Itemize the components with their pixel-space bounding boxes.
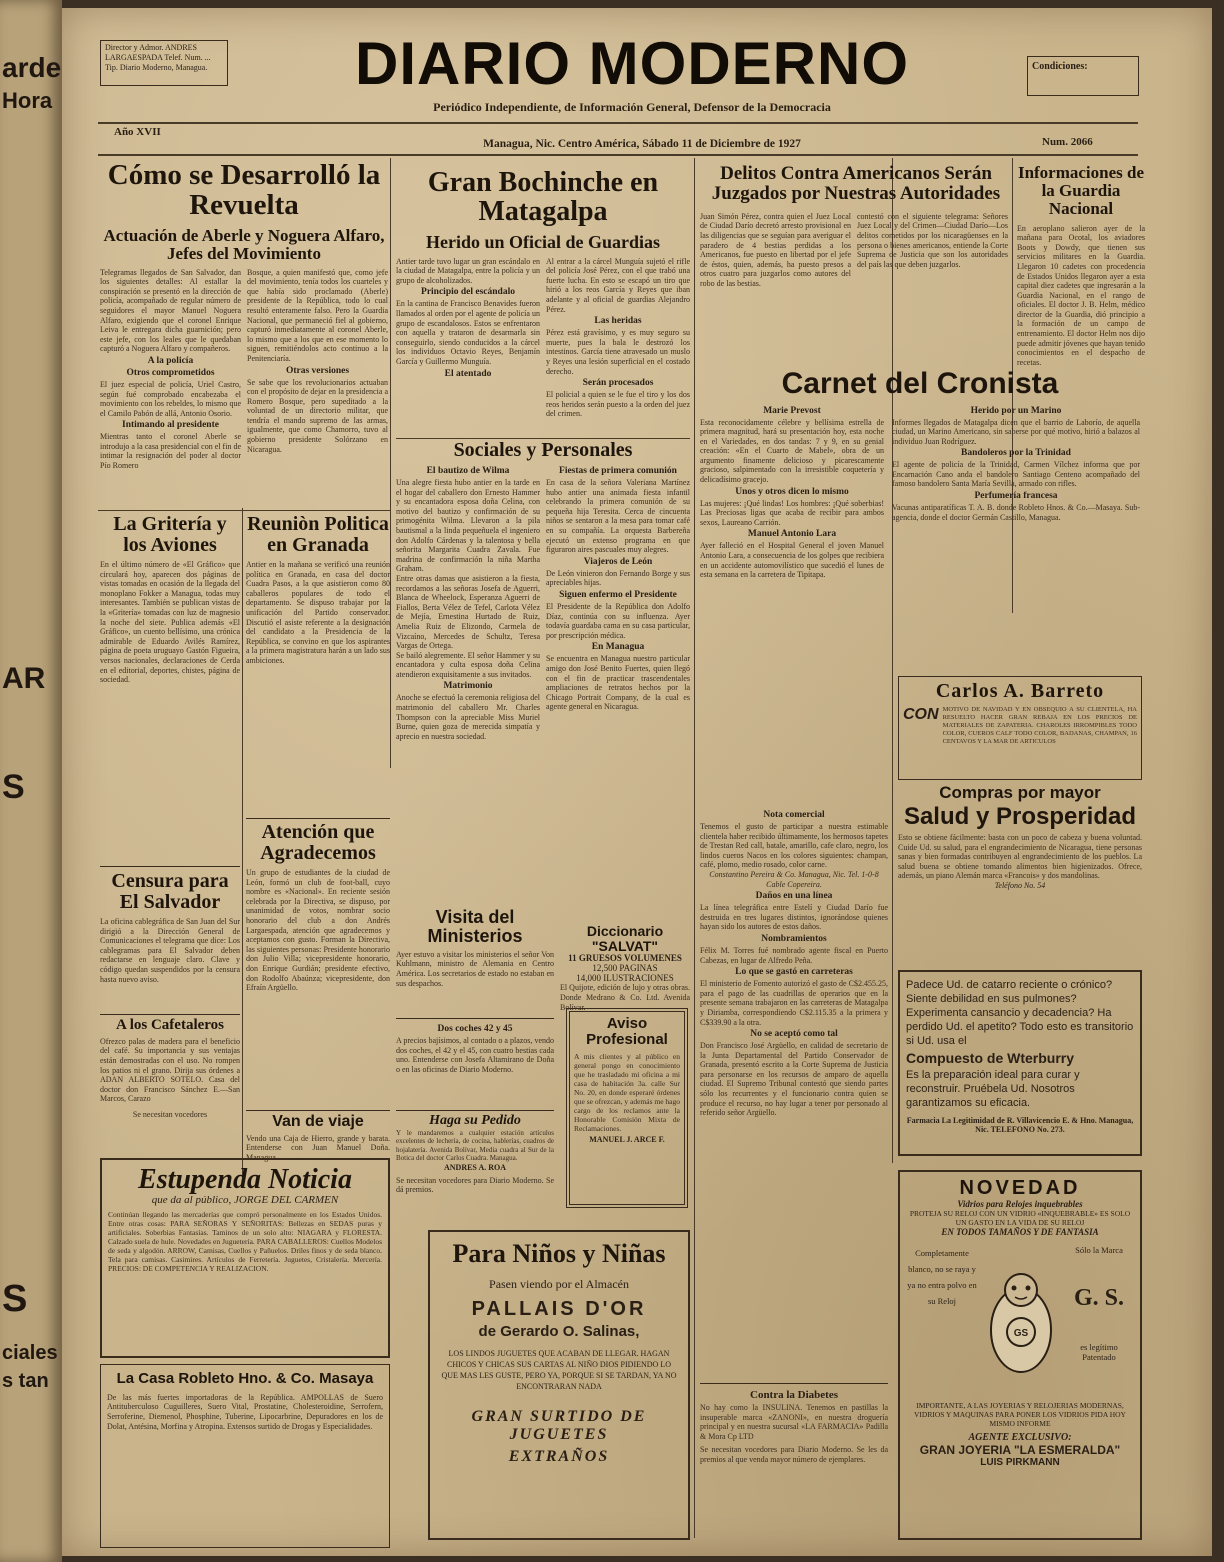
ad-line: PROTEJA SU RELOJ CON UN VIDRIO «INQUEBRABLE» ES SOLO UN GASTO EN LA VIDA DE SU RELOJ <box>909 1209 1131 1227</box>
ad-title: Dos coches 42 y 45 <box>437 1024 513 1034</box>
article-headline: A los Cafetaleros <box>115 1017 225 1033</box>
conditions-box <box>1027 56 1139 96</box>
article-text: Juan Simón Pérez, contra quien el Juez Local de Ciudad Darío decretó arresto provisional en las diligencias que se seguían para averiguar el paradero de 4 bestias perdidas a los Americanos, fue puesto en libertad por el jefe de éstos, quien, además, ha puesto presos a otros cuatro para juzgarlos como autores del robo de las bestias. <box>700 211 851 289</box>
ad-line: EN TODOS TAMAÑOS Y DE FANTASIA <box>941 1227 1099 1237</box>
adjacent-word: Hora <box>2 88 53 113</box>
article-subhead: Otros comprometidos <box>126 367 215 378</box>
article-text: Bosque, a quien manifestó que, como jefe del movimiento, tenía todos los cuarteles y que había sido proclamado (Aberle) presidente de la República, todo lo cual resultó enteramente falso. Pero la Guardia Nacional, que permaneció fiel al gobierno, capturó inmediatamente al coronel Aberle, lo mismo que a los que en ese momento lo siguen, remitiéndolos acto continuo a la Penitenciaría. <box>247 267 388 363</box>
article-subhead: Intimando al presidente <box>122 420 219 431</box>
article-text: Las mujeres: ¡Qué lindas! Los hombres: ¡Qué soberbias! Las Preciosas ligas que acaba de recibir para ambos sexos, Laureano Carrión. <box>700 498 884 527</box>
article-text: Pérez está gravísimo, y es muy seguro su muerte, pues la bala le destrozó los intestinos. García tiene atravesado un muslo y Reyes una lesión superficial en el costado derecho. <box>546 328 690 376</box>
ad-title: NOVEDAD <box>959 1177 1081 1199</box>
ad-text: Continúan llegando las mercaderías que compró personalmente en los Estados Unidos. Entre otras cosas: PARA SEÑORAS Y SEÑORITAS: Bellezas en SEDAS puras y artificiales. Soberbias Fantasías. Taminos de un solo alto: NIAGARA y FLORESTA. Calzado suela de hule. Novedades en Juguetería. PARA CABALLEROS: Cuellos Modelos de seda y algodón. ARROW, Camisas, Cuellos y Pañuelos. Driles finos y de seda blanco. Tela para camisas. Casimires. Artículos de Ferretería. Juguetes, Cristalería. Mercería. PRECIOS: DE COMPETENCIA Y REALIZACION. <box>108 1210 382 1274</box>
article-headline: Delitos Contra Americanos Serán Juzgados por Nuestras Autoridades <box>711 163 1001 204</box>
conditions-label: Condiciones: <box>1032 61 1088 72</box>
article-text: Se encuentra en Managua nuestro particular amigo don José Benito Fuertes, quien llegó con el fin de practicar trascendentales ampliaciones de retratos hechos por la Chicago Portrait Company, de la cual es agente general en Nicaragua. <box>546 654 690 712</box>
ad-text: Padece Ud. de catarro reciente o crónico? Siente debilidad en sus pulmones? Experimenta cansancio y decadencia? Ha perdido Ud. el apetito? Todo esto es transitorio si Ud. usa el <box>906 979 1134 1047</box>
article-text: Un grupo de estudiantes de la ciudad de León, formó un club de foot-ball, cuyo nombre es «Nacional». En reciente sesión celebrada por la Directiva, se dispuso, por unanimidad de votos, nombrar socio honorario del club a don Andrés Largaespada, atención que agradecemos y aceptamos con gusto. Forman la Directiva, las siguientes personas: Presidente honorario don Julio Villa; vicepresidente honorario, don Enrique Gurdián; presidente efectivo, don Rodolfo Abaúnza; vicepresidente, don Efraín Argüello. <box>246 868 390 993</box>
ad-salud <box>898 784 1142 890</box>
svg-text:GS: GS <box>1013 1328 1029 1339</box>
ad-title: Compuesto de Wterburry <box>906 1050 1075 1066</box>
article-visita <box>396 908 554 988</box>
ad-pharmacy: Farmacia La Legitimidad de R. Villavicencio E. & Hno. Managua, Nic. TELEFONO No. 273. <box>906 1116 1134 1134</box>
article-sociales <box>396 440 690 741</box>
article-subhead: Siguen enfermo el Presidente <box>559 589 677 600</box>
article-atencion <box>246 818 390 993</box>
ad-line: LUIS PIRKMANN <box>980 1457 1060 1468</box>
article-headline: Informaciones de la Guardia Nacional <box>1017 163 1145 218</box>
article-text: En aeroplano salieron ayer de la mañana para Ocotal, los aviadores Boots y Dowdy, que tienen sus servicios militares en la Guardia. Llegaron 10 cadetes con procedencia de Estados Unidos llegaron ayer a esta capital diez cadetes que ingresarán a la Guardia Nacional, en el rango de oficiales. El doctor J. B. Helm, médico director de la Guardia, dió principio a la formación de un campo de entrenamiento. El doctor Helm nos dijo puede admitir jóvenes que hayan tenido conocimientos en el despacho de recetas. <box>1017 223 1145 367</box>
article-text: Entre otras damas que asistieron a la fiesta, recordamos a las señoras Josefa de Aguerri, Blanca de Wheelock, Esperanza Aguerri de Fiallos, Berta Vélez de Tefel, Carlota Vélez de Mejía, Ernestina Hurtado de Ruiz, Amelia Ruiz de Elizondo, Carmela de Vizcaíno, Mercedes de Schultz, Teresa Vargas de Ortega. <box>396 573 540 651</box>
watch-graphic <box>981 1260 1061 1380</box>
article-subhead: Nombramientos <box>761 933 827 944</box>
article-text: Una alegre fiesta hubo antier en la tarde en el hogar del caballero don Ernesto Hammer y su encantadora esposa doña Celina, con motivo del bautizo y confirmación de su primogénita Wilma. Llevaron a la pila bautismal a la linda pequeñuela el ingeniero don Adolfo Cárdenas y la talentosa y bella señorita Margarita Cuadra Zavala. Fue madrina de confirmación la niña Martha Graham. <box>396 478 540 574</box>
vacunas-text: Vacunas antiparatíficas T. A. B. donde Robleto Hnos. & Co.—Masaya. Sub-agencia, donde el doctor Germán Castillo, Managua. <box>892 503 1140 522</box>
ad-text: De las más fuertes importadoras de la República. AMPOLLAS de Suero Antituberculoso Cuguilleres, Suero Vital, Prostatine, Cholesteroidine, Serrofern, Serroferine, Diemenol, Phosphine, Tuberine, Lipocarbrine, Depuradores en los de Dolat, Antésina, Morfina y Atropina. Extensos surtido de Drogas y Especialidades. <box>107 1392 383 1431</box>
article-subhead: Lo que se gastó en carreteras <box>735 967 853 978</box>
article-headline: Censura para El Salvador <box>111 870 229 913</box>
article-subhead: Viajeros de León <box>583 556 653 567</box>
ad-title: Haga su Pedido <box>429 1113 521 1128</box>
adjacent-word: s tan <box>2 1370 49 1392</box>
director-box: Director y Admor. ANDRES LARGAESPADA Telef. Num. ... Tip. Diario Moderno, Managua. <box>100 40 228 86</box>
adjacent-word: ciales <box>2 1342 58 1364</box>
ad-text: El Quijote, edición de lujo y otras obras. Donde Medrano & Co. Ltd. Avenida Bolívar. <box>560 983 690 1012</box>
adjacent-page <box>0 0 62 1562</box>
dateline: Managua, Nic. Centro América, Sábado 11 de Diciembre de 1927 <box>483 138 801 150</box>
ad-side-text: es legítimo Patentado <box>1080 1342 1118 1362</box>
ad-line: LOS LINDOS JUGUETES QUE ACABAN DE LLEGAR. HAGAN CHICOS Y CHICAS SUS CARTAS AL NIÑO DIOS PIDIENDO LO QUE MAS LES GUSTE, PERO YA, PORQUE SI SE TARDAN, YA NO ENCONTRARAN NADA <box>441 1349 677 1392</box>
ad-line: Pasen viendo por el Almacén <box>489 1277 629 1292</box>
ad-title: Carlos A. Barreto <box>935 680 1105 702</box>
article-headline: Gran Bochinche en Matagalpa <box>427 167 659 228</box>
ad-line: GRAN JOYERIA "LA ESMERALDA" <box>919 1443 1121 1457</box>
article-text: Ayer estuvo a visitar los ministerios el señor Von Kuhlmann, ministro de Alemania en Centro América. Los secretarios de estado no estaban en sus despachos. <box>396 949 554 988</box>
watch-icon <box>978 1245 1064 1395</box>
article-bochinche <box>396 168 690 419</box>
article-reunion <box>246 514 390 666</box>
article-headline: Sociales y Personales <box>453 439 633 461</box>
article-headline: Atención que Agradecemos <box>260 821 376 864</box>
ad-wterburry <box>898 970 1142 1156</box>
ad-barreto <box>898 676 1142 780</box>
article-text: El Presidente de la República don Adolfo Díaz, continúa con su influenza. Ayer todavía guardaba cama en su casa particular, por prescripción médica. <box>546 601 690 640</box>
adjacent-word: arde <box>2 52 62 83</box>
ad-line: GRAN SURTIDO DE JUGUETES <box>471 1408 647 1444</box>
article-subhead: Bandoleros por la Trinidad <box>961 448 1071 459</box>
article-text: En el último número de «El Gráfico» que circulará hoy, aparecen dos páginas de vistas tomadas en ocasión de la llegada del monoplano Fokker a Managua, todas muy interesantes. También se publican vistas de la «Gritería» tomadas con luz de magnesio la noche del siete. Publica además «El Gráfico», un cuento bellísimo, una crónica admirable de Eduardo Avilés Ramírez, página de poeta uruguayo Gastón Figueira, versos nacionales, declaraciones de Cerda en el editorial, deportes, chistes, página de sociedad. <box>100 560 240 685</box>
year-label: Año XVII <box>114 126 161 138</box>
ad-title: Aviso Profesional <box>586 1015 668 1048</box>
masthead-subtitle: Periódico Independiente, de Información General, Defensor de la Democracia <box>433 100 831 114</box>
ad-title: La Casa Robleto Hno. & Co. Masaya <box>116 1370 374 1387</box>
article-text: En la cantina de Francisco Benavides fueron llamados al orden por el agente de policía un grupo de escandalosos. Estos se enfrentaron con aquella y trataron de desarmarla sin conseguirlo, siendo conducidos a la cárcel los individuos Octavio Reyes, Benjamín García y Guillermo Munguía. <box>396 299 540 367</box>
article-revuelta <box>100 160 388 471</box>
adjacent-word: S <box>2 1278 28 1320</box>
article-text: La oficina cablegráfica de San Juan del Sur dirigió a la Dirección General de Comunicaciones el telegrama que dice: Los cablegramas para El Salvador deben redactarse en lenguaje claro. Clave y código quedan suspendidos por la censura hasta nuevo aviso. <box>100 917 240 984</box>
article-text: Ayer falleció en el Hospital General el joven Manuel Antonio Lara, a consecuencia de los golpes que recibiera en un accidente automovilístico que sucedió el lunes de esta semana en la carretera de Tipitapa. <box>700 541 884 580</box>
article-subhead: Perfumería francesa <box>974 491 1058 502</box>
article-text: Mientras tanto el coronel Aberle se introdujo a la casa presidencial con el fin de intimar la resignación del poder al doctor Pío Romero <box>100 432 241 471</box>
ad-text: Y le mandaremos a cualquier estación artículos excelentes de lechería, de cocina, hablerías, cuadros de hojalatería. Avenida Bolívar, Media cuadra al Sur de la Botica del doctor Carlos Cuadra. Managua. <box>396 1128 554 1163</box>
ad-novedad <box>898 1170 1142 1540</box>
article-text: El agente de policía de la Trinidad, Carmen Vílchez informa que por Encarnación Cano anda el bandolero Santiago Centeno acompañado del famoso bandolero Santa María Sevilla, armado con rifles. <box>892 460 1140 489</box>
ad-line: Compras por mayor <box>939 783 1101 802</box>
article-censura <box>100 866 240 984</box>
section-rule <box>98 510 390 511</box>
ad-line: 14,000 ILUSTRACIONES <box>576 973 674 984</box>
article-guardia <box>1017 164 1145 367</box>
column-rule <box>390 158 391 768</box>
ad-side-text: Sólo la Marca <box>1075 1245 1123 1255</box>
article-subhead: Daños en una línea <box>755 891 833 902</box>
article-text: La línea telegráfica entre Estelí y Ciudad Darío fue destruida en tres lugares distintos, ignorándose quienes hayan sido los autores de estos daños. <box>700 903 888 932</box>
article-text: El ministerio de Fomento autorizó el gasto de C$2.455.25, para el pago de las cuadrillas de operarios que en la presente semana trabajaron en las carreteras de Matagalpa y Diriamba, correspondiendo C$2.115.35 a la primera y C$339.90 a la otra. <box>700 979 888 1027</box>
article-carnet-cont <box>700 808 888 1118</box>
ad-line: IMPORTANTE, A LAS JOYERIAS Y RELOJERIAS MODERNAS, VIDRIOS Y MAQUINAS PARA PONER LOS VIDRIOS PIDA HOY MISMO INFORME <box>914 1401 1126 1428</box>
ad-title: Estupenda Noticia <box>138 1164 352 1195</box>
ad-signer: MANUEL J. ARCE F. <box>589 1134 665 1144</box>
article-headline: Reuniòn Politica en Granada <box>247 513 389 556</box>
article-text: Antier en la mañana se verificó una reunión política en Granada, en casa del doctor Cuadra Pasos, a la que asistieron como 80 caballeros populares de todo el departamento. Se dispuso trabajar por la unificación del Partido conservador. Discutió el asiste referente a la designación del candidato a la Presidencia de la República, se convino en que los aspirantes a la primera magistratura harán a un lado sus ambiciones. <box>246 560 390 665</box>
article-van <box>246 1110 390 1163</box>
ad-subtitle: que da al público, JORGE DEL CARMEN <box>151 1194 339 1207</box>
ad-signer: ANDRES A. ROA <box>443 1162 506 1172</box>
ad-tel: Teléfono No. 54 <box>994 881 1046 890</box>
article-headline: La Gritería y los Aviones <box>113 513 227 556</box>
article-text: Informes llegados de Matagalpa dicen que el barrio de Laborío, de aquella ciudad, un Marino Americano, sin saberse por qué motivo, hirió a balazos al individuo Juan Rodríguez. <box>892 417 1140 446</box>
ad-aviso <box>566 1008 688 1208</box>
article-subhead: Unos y otros dicen lo mismo <box>735 486 849 497</box>
ad-text: No hay como la INSULINA. Tenemos en pastillas la insuperable marca «ZANONI», en nuestra droguería principal y en nuestra sucursal «LA FARMACIA» Padilla & Mora Cp LTD <box>700 1403 888 1441</box>
ad-diccionario <box>560 924 690 1012</box>
article-text: contestó con el siguiente telegrama: Señores Juez Local y del Crimen—Ciudad Darío—Los delitos cometidos por los nicaragüenses en la persona o bienes americanos, entiende la Corte Suprema de Justicia que son los autoridades del país las que deben juzgarlos. <box>857 211 1008 269</box>
column-rule <box>694 158 695 1538</box>
article-text: De León vinieron don Fernando Borge y sus apreciables hijas. <box>546 568 690 588</box>
article-text: Telegramas llegados de San Salvador, dan los siguientes detalles: Al estallar la conspiración se presentó en la dirección de policía, acompañado de regular número de seguidores el mayor Manuel Noguera Alfaro, exigiendo que el coronel Enrique Leiva le entregara dicha guarnición; pero este jefe, con los leales que le quedaban capturó a Noguera Alfaro y compañeros. <box>100 267 241 354</box>
article-subhead: Serán procesados <box>582 378 654 389</box>
article-deck: Actuación de Aberle y Noguera Alfaro, Jefes del Movimiento <box>103 225 385 263</box>
ad-title: Contra la Diabetes <box>750 1389 838 1401</box>
masthead-rule <box>98 122 1138 124</box>
ad-ninos <box>428 1230 690 1540</box>
article-text: Antier tarde tuvo lugar un gran escándalo en la ciudad de Matagalpa, entre la policía y un grupo de alcoholizados. <box>396 256 540 285</box>
article-text: Anoche se efectuó la ceremonia religiosa del matrimonio del caballero Mr. Charles Thompson con la apreciable Miss Muriel Burne, quien goza de merecida simpatía y aprecio en nuestra sociedad. <box>396 693 540 741</box>
ad-title: Para Niños y Niñas <box>452 1239 666 1268</box>
article-subhead: Herido por un Marino <box>970 405 1062 416</box>
ad-side-text: Completamente blanco, no se raya y ya no entra polvo en su Reloj <box>907 1248 977 1306</box>
ad-line: AGENTE EXCLUSIVO: <box>968 1432 1072 1443</box>
article-text: Se necesitan vocedores <box>132 1109 208 1119</box>
article-subhead: Marie Prevost <box>763 405 821 416</box>
ad-brand: G. S. <box>1073 1285 1124 1311</box>
article-subhead: El bautizo de Wilma <box>426 466 510 476</box>
article-text: El juez especial de policía, Uriel Castro, según fué comprobado encabezaba el movimiento con los rebeldes, lo mismo que el Camilo Pabón de allá, Antonio Osorio. <box>100 379 241 418</box>
article-text: Don Francisco José Argüello, en calidad de secretario de la Junta Departamental del Partido Conservador de Granada, presentó escrito a la Corte Suprema de Justicia para personarse en los recursos de amparo de aquella ciudad. El Supremo Tribunal contestó que siendo partes sólo los recurrentes y el funcionario contra quien se produce el recurso, no hay lugar a tener por personado al referido señor Argüello. <box>700 1041 888 1118</box>
article-deck: Herido un Oficial de Guardias <box>425 231 661 252</box>
ad-line: Vidrios para Relojes inquebrables <box>957 1199 1083 1209</box>
ad-robleto <box>100 1364 390 1548</box>
ad-text: A mis clientes y al público en general pongo en conocimiento que he trasladado mi oficina a mi casa de habitación 3a. calle Sur No. 20, en donde esperaré órdenes que se ofrezcan, y además me hago cargo de los reclamos ante la Honorable Comisión Mixta de Reclamaciones. <box>574 1051 680 1133</box>
article-headline: Cómo se Desarrolló la Revuelta <box>107 159 381 222</box>
article-cafetaleros <box>100 1014 240 1120</box>
issue-number: Num. 2066 <box>1042 136 1093 148</box>
article-text: Se sabe que los revolucionarios actuaban con el propósito de dejar en la presidencia a Romero Bosque, pero supeditado a la voluntad de un directorio militar, que tendría el mando supremo de las armas, igualmente, que como Chamorro, tuvo al gobierno presidente Solórzano en Nicaragua. <box>247 377 388 454</box>
article-subhead: Nota comercial <box>763 810 825 820</box>
ad-title: Diccionario "SALVAT" <box>586 923 664 954</box>
ad-diabetes <box>700 1383 888 1465</box>
article-text: Tenemos el gusto de participar a nuestra estimable clientela haber recibido últimamente, los hermosos tapetes de Trestan Red call, batale, amarillo, cafe claro, negro, los lindos cueros Nacos en los colores siguientes: champan, café, plomo, medio rosado, color carne. <box>700 822 888 870</box>
ad-estupenda <box>100 1158 390 1358</box>
section-rule <box>396 438 690 439</box>
ad-text: Esto se obtiene fácilmente: basta con un poco de cabeza y buena voluntad. Cuide Ud. su salud, para el engrandecimiento de Nicaragua, tiene personas sanas y bien formadas contribuyen al engrandecimiento de los pueblos. La salud buena se obtiene tomando alimentos bien higienizados. Ofrece, además, un piano Alemán marca «Francois» y dos mandolinas. <box>898 833 1142 881</box>
article-subhead: En Managua <box>591 642 645 653</box>
ad-line: de Gerardo O. Salinas, <box>478 1323 640 1341</box>
adjacent-word: S <box>2 768 25 806</box>
ad-line: PALLAIS D'OR <box>471 1298 647 1321</box>
article-subhead: Matrimonio <box>443 681 493 692</box>
ad-line: EXTRAÑOS <box>508 1448 610 1466</box>
article-griteria <box>100 514 240 685</box>
article-text: Félix M. Torres fué nombrado agente fiscal en Puerto Cabezas, en lugar de Alfredo Peña. <box>700 945 888 965</box>
article-subhead: El atentado <box>444 368 492 379</box>
article-text: Vendo una Caja de Hierro, grande y barata. Entenderse con Juan Manuel Doña. Managua. <box>246 1133 390 1162</box>
article-subhead: No se aceptó como tal <box>750 1029 838 1040</box>
article-headline: Visita del Ministerios <box>427 907 523 946</box>
article-headline: Carnet del Cronista <box>781 367 1059 400</box>
ad-con: CON <box>903 706 939 723</box>
ad-text: Se necesitan vocedores para Diario Moderno. Se les da premios al que venda mayor número de ejemplares. <box>700 1445 888 1464</box>
ad-pedido <box>396 1110 554 1195</box>
column-rule <box>242 508 243 1178</box>
article-subhead: Principio del escándalo <box>421 287 515 298</box>
ad-title: Salud y Prosperidad <box>903 802 1137 830</box>
column-rule <box>892 158 893 1163</box>
ad-coches <box>396 1018 554 1074</box>
article-text: En casa de la señora Valeriana Martínez hubo antier una animada fiesta infantil celebrando la primera comunión de su pequeña hija Teresita. Cerca de cincuenta niños se sentaron a la mesa para tomar café en su compañía. La orquesta Barbereña ejecutó un extenso programa en que figuraron aires pascuales muy alegres. <box>546 478 690 555</box>
ad-line: 12,500 PAGINAS <box>592 963 658 974</box>
newspaper-page <box>62 8 1212 1556</box>
article-subhead: Manuel Antonio Lara <box>747 529 837 540</box>
ad-text: A precios bajísimos, al contado o a plazos, vendo dos coches, el 42 y el 45, con cuatro bestias cada uno. Entenderse con Josefa Altamirano de Doña o en las oficinas de Diario Moderno. <box>396 1036 554 1074</box>
article-text: Al entrar a la cárcel Munguía sujetó el rifle del policía José Pérez, con el que trabó una fuerte lucha. En esto se escapó un tiro que hirió a los reos García y Reyes que iban adelante y al oficial de guardias Alejandro Pérez. <box>546 256 690 314</box>
ad-line: 11 GRUESOS VOLUMENES <box>568 953 682 964</box>
article-text: Ofrezco palas de madera para el beneficio del café. Su importancia y sus ventajas están demostradas con el uso. No rompen los patios ni el grano. Dirija sus órdenes a ADAN ALBERTO SOTELO. Casa del doctor don Francisco Sánchez E.—San Marcos, Carazo <box>100 1036 240 1104</box>
article-text: Se bailó alegremente. El señor Hammer y su encantadora y culta esposa doña Celina atendieron exquisitamente a sus invitados. <box>396 650 540 679</box>
article-delitos <box>700 164 1012 289</box>
article-subhead: Las heridas <box>594 316 642 327</box>
masthead-title: DIARIO MODERNO <box>355 30 909 97</box>
article-subhead: A la policía <box>147 355 194 366</box>
article-text: Esta reconocidamente célebre y bellísima estrella de primera magnitud, hará su presentación hoy, esta noche en el Variedades, en dos tandas: 7 y 9, en su genial creación: «En el Cuarto de Mabel», obra de un argumento finamente delicioso y picarescamente gracioso, salpimentado con la irresistible coquetería y delicadísimo gracejo. <box>700 417 884 485</box>
dateline-rule <box>98 154 1138 156</box>
ad-text: Es la preparación ideal para curar y reconstruir. Pruébela Ud. Nosotros garantizamos su eficacia. <box>906 1069 1080 1109</box>
ad-text: Se necesitan vocedores para Diario Moderno. Se dá premios. <box>396 1175 554 1195</box>
article-subhead: Otras versiones <box>285 365 350 376</box>
signature: Constantino Pereira & Co. Managua, Nic. Tel. 1-0-8 Cable Copereira. <box>709 869 879 889</box>
article-headline: Van de viaje <box>272 1113 364 1130</box>
adjacent-word: AR <box>2 662 46 695</box>
article-text: El policial a quien se le fue el tiro y los dos reos heridos serán puesto a la orden del juez del crimen. <box>546 390 690 419</box>
article-carnet <box>700 368 1140 580</box>
article-subhead: Fiestas de primera comunión <box>559 466 677 476</box>
ad-text: MOTIVO DE NAVIDAD Y EN OBSEQUIO A SU CLIENTELA, HA RESUELTO HACER GRAN REBAJA EN LOS PRECIOS DE MATERIALES DE ZAPATERIA. CHAROLES IRROMPIBLES TODO COLOR, CUEROS CALF TODO COLOR, BADANAS, CHAMPAN, 16 CENTAVOS Y LA MAR DE ARTICULOS <box>942 706 1137 745</box>
